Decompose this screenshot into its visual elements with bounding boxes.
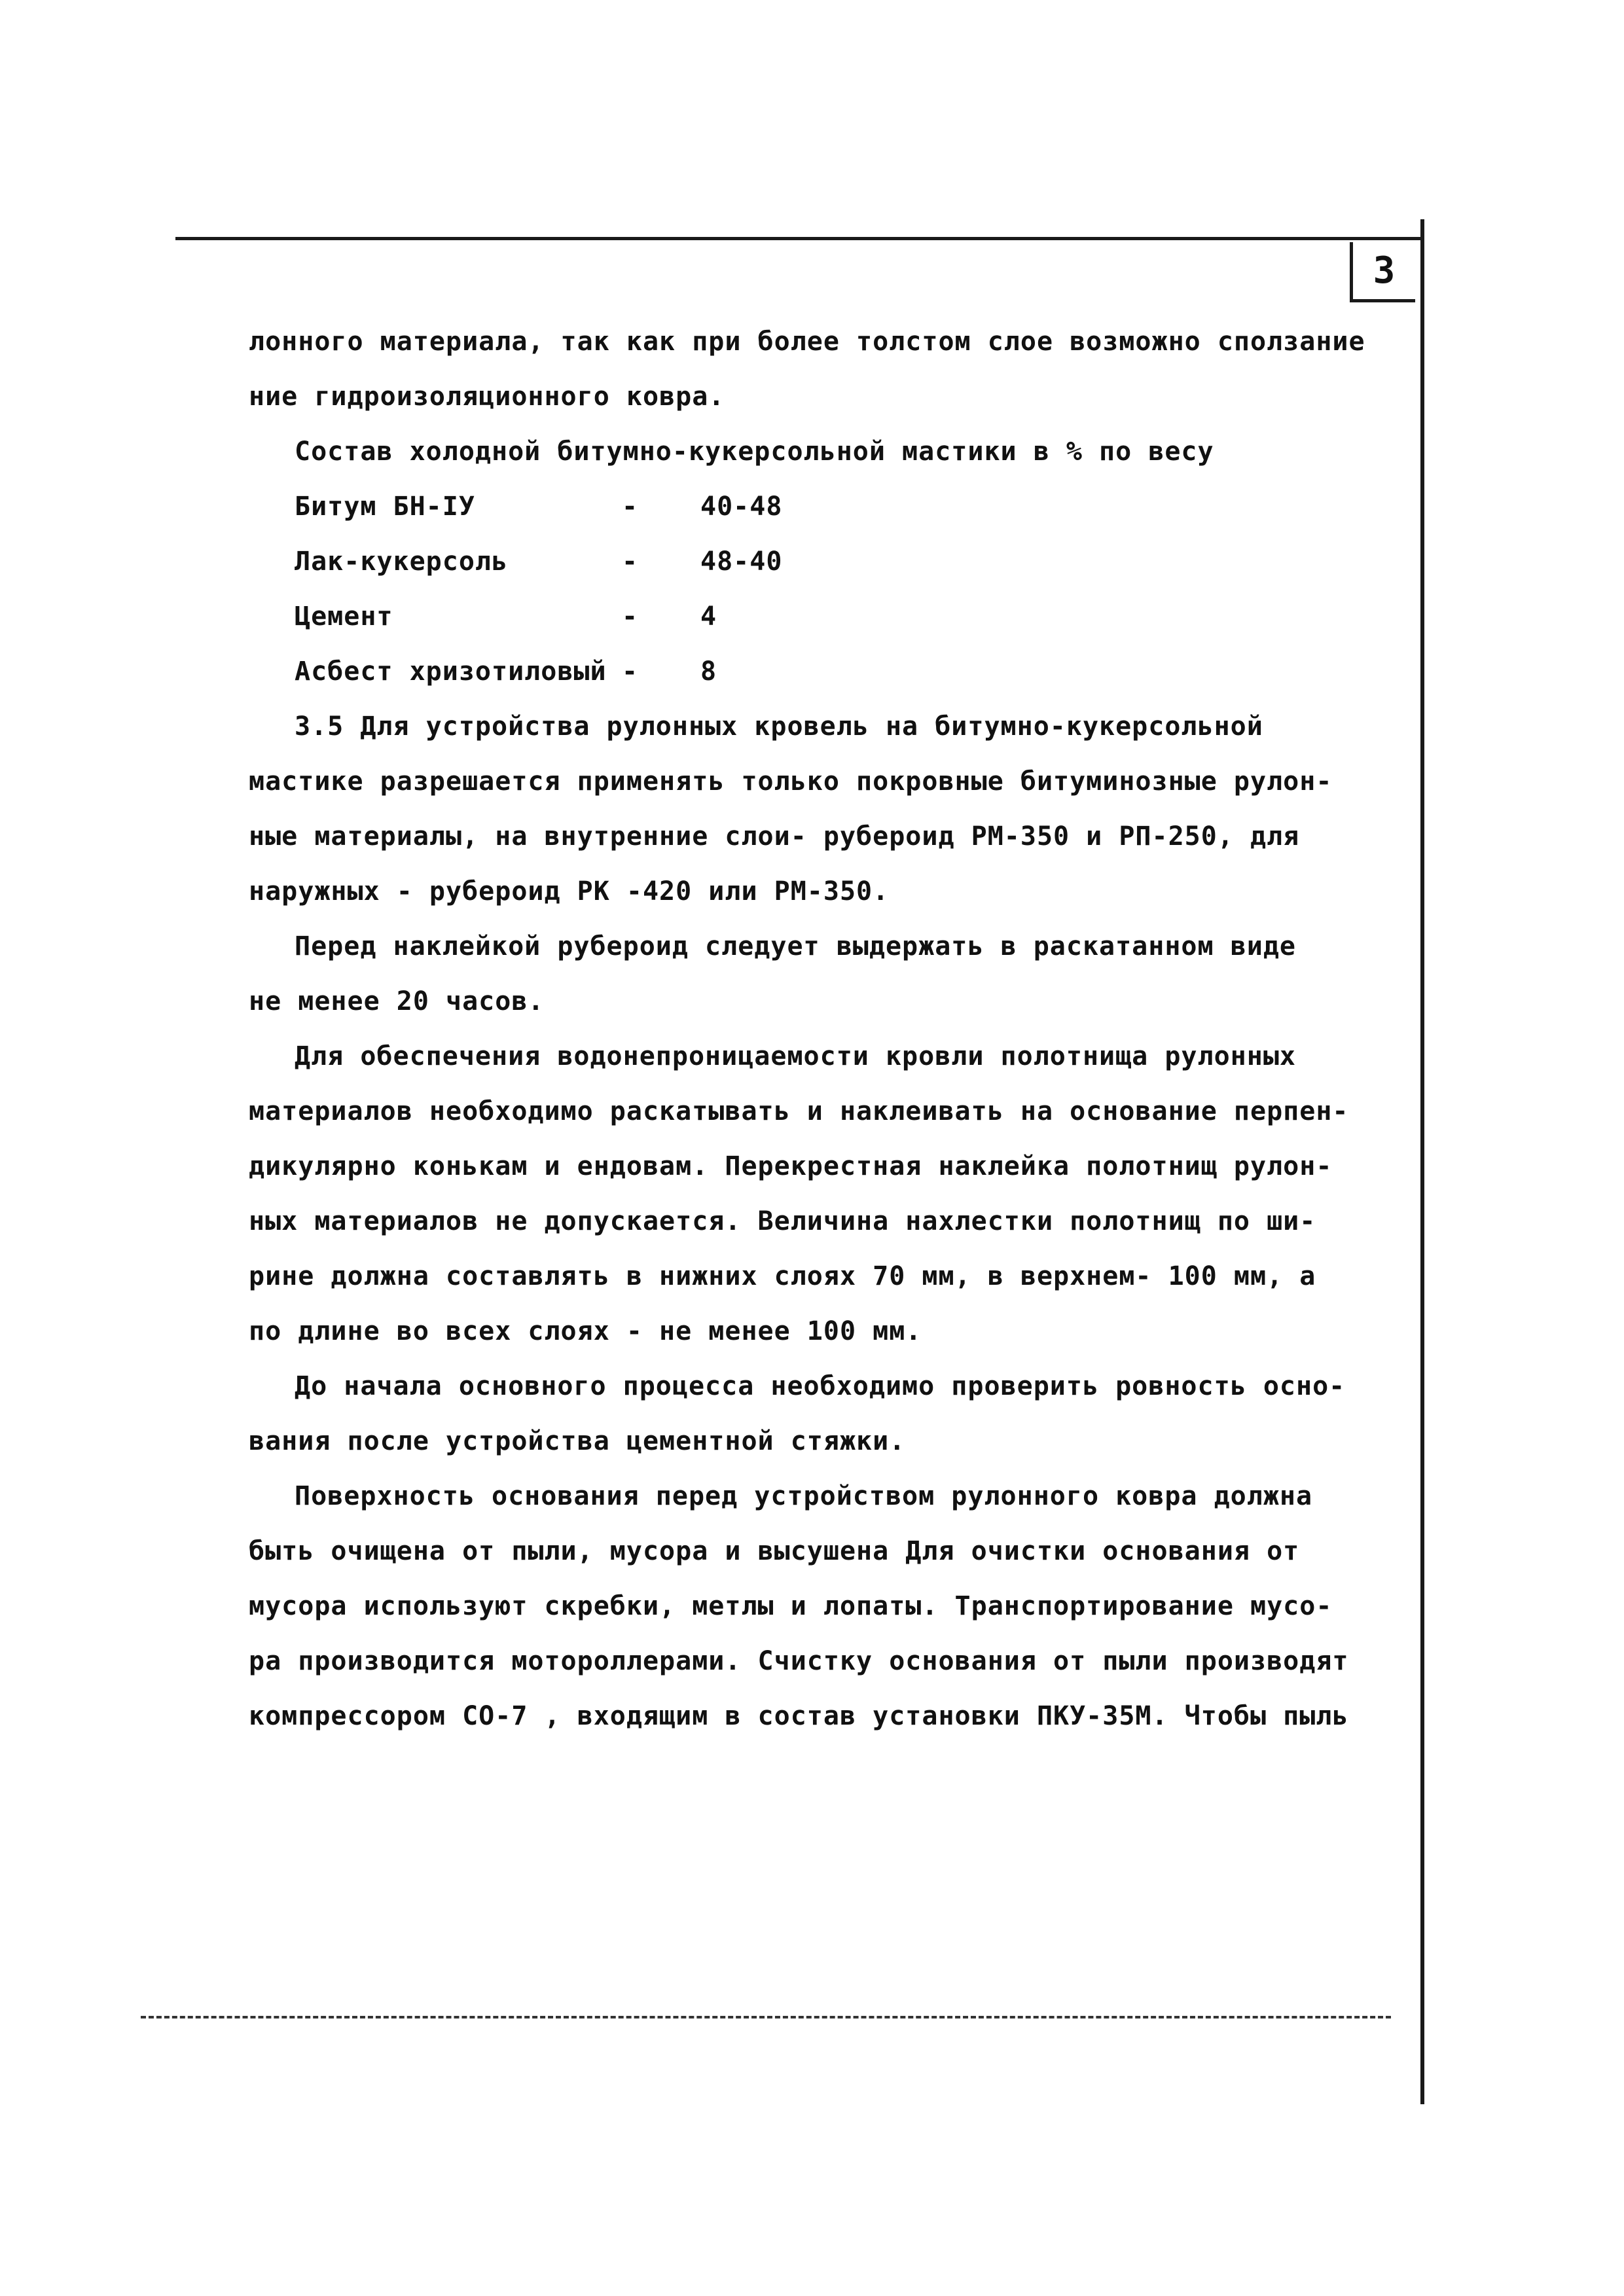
paragraph-line: мастике разрешается применять только покровные битуминозные рулон- bbox=[249, 766, 1333, 797]
paragraph-line: не менее 20 часов. bbox=[249, 986, 545, 1016]
page-number: 3 bbox=[1350, 242, 1415, 302]
composition-row bbox=[249, 644, 1407, 699]
paragraph-line: Поверхность основания перед устройством рулонного ковра должна bbox=[295, 1481, 1313, 1511]
component-dash: - bbox=[622, 492, 639, 522]
component-dash: - bbox=[622, 601, 639, 632]
paragraph-line: наружных - рубероид РК -420 или РМ-350. bbox=[249, 876, 890, 906]
component-name: Лак-кукерсоль bbox=[295, 547, 509, 577]
intro-line-1: лонного материала, так как при более толстом слое возможно сползание bbox=[249, 327, 1365, 357]
paragraph-line: мусора используют скребки, метлы и лопаты. Транспортирование мусо- bbox=[249, 1591, 1333, 1621]
paragraph-line: дикулярно конькам и ендовам. Перекрестная наклейка полотнищ рулон- bbox=[249, 1151, 1333, 1181]
paragraph-line: быть очищена от пыли, мусора и высушена Для очистки основания от bbox=[249, 1536, 1300, 1566]
right-border-line bbox=[1420, 219, 1424, 2104]
component-value: 48-40 bbox=[700, 547, 783, 577]
composition-row bbox=[249, 534, 1407, 589]
composition-row bbox=[249, 589, 1407, 644]
component-value: 40-48 bbox=[700, 492, 783, 522]
paragraph-line: ра производится мотороллерами. Счистку основания от пыли производят bbox=[249, 1646, 1349, 1676]
body-text bbox=[249, 314, 1407, 1744]
top-border-line bbox=[175, 237, 1422, 240]
paragraph-line: вания после устройства цементной стяжки. bbox=[249, 1426, 906, 1456]
bottom-border-line bbox=[141, 2016, 1391, 2018]
component-name: Битум БН-IУ bbox=[295, 492, 475, 522]
paragraph-line: До начала основного процесса необходимо проверить ровность осно- bbox=[295, 1371, 1346, 1401]
component-name: Асбест хризотиловый bbox=[295, 656, 607, 687]
paragraph-line: по длине во всех слоях - не менее 100 мм. bbox=[249, 1316, 922, 1346]
paragraph-line: материалов необходимо раскатывать и наклеивать на основание перпен- bbox=[249, 1096, 1349, 1126]
composition-row bbox=[249, 479, 1407, 534]
paragraph-line: ные материалы, на внутренние слои- рубероид РМ-350 и РП-250, для bbox=[249, 821, 1300, 852]
paragraph-line: ных материалов не допускается. Величина нахлестки полотнищ по ши- bbox=[249, 1206, 1316, 1236]
component-value: 8 bbox=[700, 656, 717, 687]
component-value: 4 bbox=[700, 601, 717, 632]
intro-line-2: ние гидроизоляционного ковра. bbox=[249, 382, 725, 412]
paragraph-line: 3.5 Для устройства рулонных кровель на битумно-кукерсольной bbox=[295, 711, 1263, 742]
component-dash: - bbox=[622, 547, 639, 577]
paragraph-line: Для обеспечения водонепроницаемости кровли полотнища рулонных bbox=[295, 1041, 1297, 1071]
component-name: Цемент bbox=[295, 601, 393, 632]
paragraph-line: компрессором СО-7 , входящим в состав установки ПКУ-35М. Чтобы пыль bbox=[249, 1701, 1349, 1731]
paragraph-line: Перед наклейкой рубероид следует выдержать в раскатанном виде bbox=[295, 931, 1297, 961]
composition-title: Состав холодной битумно-кукерсольной мастики в % по весу bbox=[295, 437, 1214, 467]
component-dash: - bbox=[622, 656, 639, 687]
paragraph-line: рине должна составлять в нижних слоях 70 мм, в верхнем- 100 мм, а bbox=[249, 1261, 1316, 1291]
